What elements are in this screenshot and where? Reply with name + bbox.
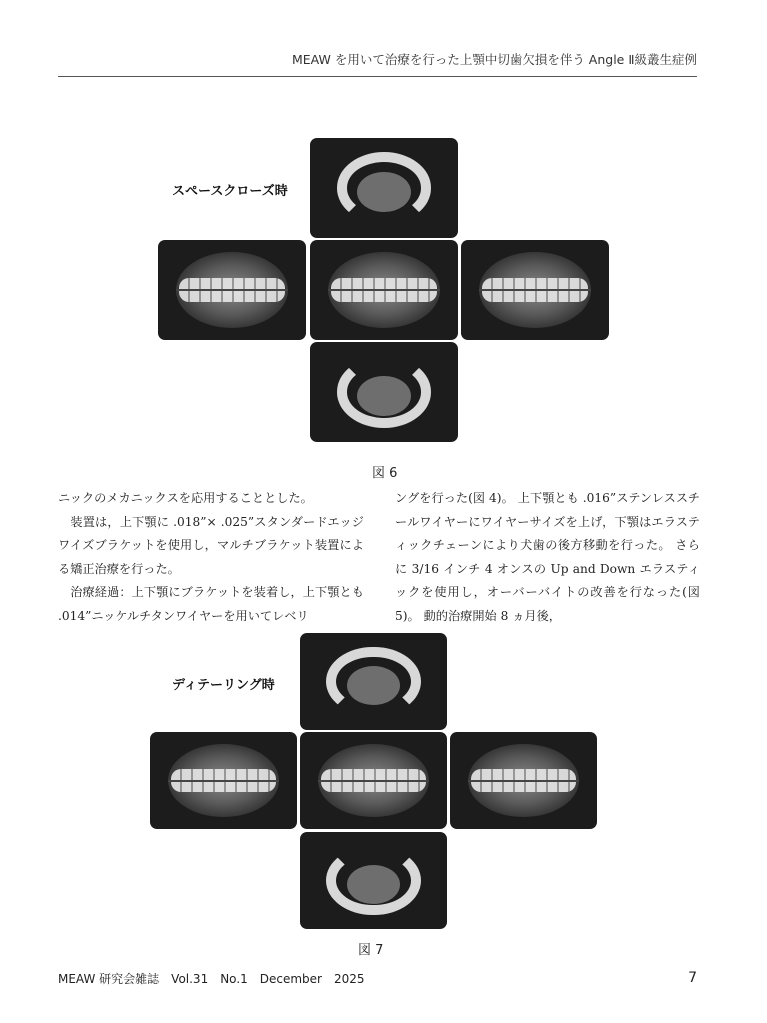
fig6-lower-occlusal-photo [310, 342, 458, 442]
journal-footer: MEAW 研究会雑誌 Vol.31 No.1 December 2025 [58, 972, 365, 986]
fig7-frontal-photo [300, 732, 447, 829]
fig7-lower-occlusal-photo [300, 832, 447, 929]
fig6-upper-occlusal-photo [310, 138, 458, 238]
fig6-left-lateral-photo [461, 240, 609, 340]
body-column-right [395, 487, 700, 628]
running-header: MEAW を用いて治療を行った上顎中切歯欠損を伴う Angle Ⅱ級叢生症例 [58, 50, 697, 77]
paragraph: 装置は，上下顎に .018”× .025”スタンダードエッジワイズブラケットを使用し，マルチブラケット装置による矯正治療を行った。 [58, 514, 364, 576]
fig7-upper-occlusal-photo [300, 633, 447, 730]
fig6-right-lateral-photo [158, 240, 306, 340]
page-number: 7 [688, 970, 697, 986]
figure7-caption: 図 7 [358, 943, 384, 958]
paragraph: ニックのメカニックスを応用することとした。 [58, 491, 313, 505]
fig7-right-lateral-photo [150, 732, 297, 829]
fig7-left-lateral-photo [450, 732, 597, 829]
figure6-label: スペースクローズ時 [172, 184, 288, 199]
figure7-label: ディテーリング時 [172, 678, 275, 693]
body-column-left [58, 487, 364, 628]
figure6-caption: 図 6 [372, 466, 398, 481]
fig6-frontal-photo [310, 240, 458, 340]
paragraph: 治療経過：上下顎にブラケットを装着し，上下顎とも .014”ニッケルチタンワイヤーを用いてレベリ [58, 585, 364, 623]
paragraph: ングを行った(図 4)。 上下顎とも .016”ステンレススチールワイヤーにワイヤーサイズを上げ，下顎はエラスティックチェーンにより犬歯の後方移動を行った。 さらに 3/16 インチ 4 オンスの Up and Down エラスティックを使用し，オーバーバイトの改善を行なった(図 5)。 動的治療開始 8 ヵ月後， [395, 491, 700, 623]
